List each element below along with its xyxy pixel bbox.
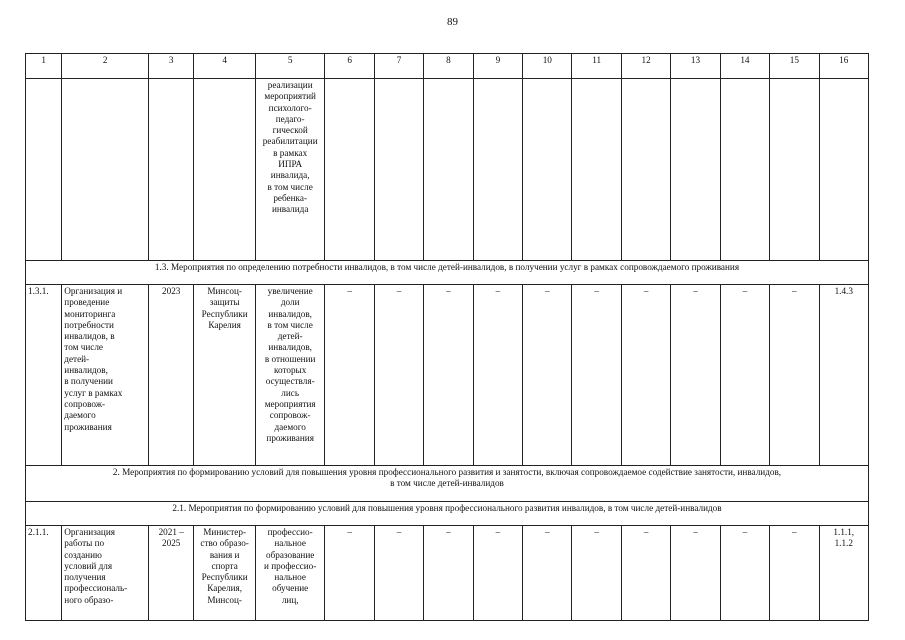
dash-cell: – bbox=[523, 526, 572, 621]
column-number: 8 bbox=[424, 54, 473, 79]
dash-cell: – bbox=[374, 285, 423, 466]
dash-cell: – bbox=[621, 526, 670, 621]
result-cell: профессио- нальное образование и профессио- нальное обучение лиц, bbox=[255, 526, 325, 621]
section-heading: 2.1. Мероприятия по формированию условий для повышения уровня профессионального развития инвалидов, в том числе детей-инвалидов bbox=[26, 502, 869, 526]
section-2-1-row bbox=[26, 502, 869, 526]
dash-cell: – bbox=[473, 285, 522, 466]
section-2-row bbox=[26, 466, 869, 502]
page-number: 89 bbox=[447, 16, 458, 28]
dash-cell: – bbox=[572, 285, 621, 466]
dash-cell: – bbox=[523, 285, 572, 466]
executor-cell: Министер- ство образо- вания и спорта Республики Карелия, Минсоц- bbox=[194, 526, 256, 621]
column-number: 3 bbox=[149, 54, 194, 79]
column-number-row bbox=[26, 54, 869, 79]
result-line: психолого- bbox=[268, 102, 312, 113]
dash-cell: – bbox=[325, 526, 374, 621]
column-number: 14 bbox=[720, 54, 769, 79]
column-number: 4 bbox=[194, 54, 256, 79]
table-row bbox=[26, 526, 869, 621]
dash-cell: – bbox=[325, 285, 374, 466]
result-line: ИПРА bbox=[278, 159, 303, 170]
section-heading: 2. Мероприятия по формированию условий для повышения уровня профессионального развития и занятости, включая сопровождаемое содействие занятости, инвалидов, в том числе детей-инвалидов bbox=[26, 466, 869, 502]
dash-cell: – bbox=[621, 285, 670, 466]
continuation-row bbox=[26, 79, 869, 261]
column-number: 2 bbox=[62, 54, 149, 79]
column-number: 9 bbox=[473, 54, 522, 79]
program-table bbox=[25, 53, 869, 621]
dash-cell: – bbox=[720, 526, 769, 621]
column-number: 5 bbox=[255, 54, 325, 79]
result-line: в рамках bbox=[273, 147, 308, 158]
column-number: 15 bbox=[770, 54, 819, 79]
result-cell bbox=[255, 79, 325, 261]
dash-cell: – bbox=[572, 526, 621, 621]
result-line: инвалида bbox=[271, 204, 309, 215]
dash-cell: – bbox=[671, 526, 720, 621]
table-row bbox=[26, 285, 869, 466]
result-line: мероприятий bbox=[264, 91, 316, 102]
dash-cell: – bbox=[424, 526, 473, 621]
result-line: инвалида, bbox=[270, 170, 310, 181]
activity-name: Организация работы по созданию условий для получения профессиональ- ного образо- bbox=[62, 526, 149, 621]
section-heading: 1.3. Мероприятия по определению потребности инвалидов, в том числе детей-инвалидов, в получении услуг в рамках сопровождаемого проживания bbox=[26, 261, 869, 285]
executor-cell: Минсоц- защиты Республики Карелия bbox=[194, 285, 256, 466]
result-line: педаго- bbox=[275, 113, 305, 124]
item-number: 1.3.1. bbox=[26, 285, 62, 466]
indicator-link-cell: 1.1.1, 1.1.2 bbox=[819, 526, 868, 621]
period-cell: 2021 – 2025 bbox=[149, 526, 194, 621]
column-number: 10 bbox=[523, 54, 572, 79]
result-cell: увеличение доли инвалидов, в том числе детей- инвалидов, в отношении которых осуществля- лись мероприятия сопровож- даемого проживания bbox=[255, 285, 325, 466]
result-line: в том числе bbox=[267, 181, 313, 192]
column-number: 13 bbox=[671, 54, 720, 79]
column-number: 6 bbox=[325, 54, 374, 79]
dash-cell: – bbox=[770, 526, 819, 621]
dash-cell: – bbox=[770, 285, 819, 466]
column-number: 7 bbox=[374, 54, 423, 79]
result-line: гической bbox=[272, 125, 308, 136]
dash-cell: – bbox=[720, 285, 769, 466]
item-number: 2.1.1. bbox=[26, 526, 62, 621]
indicator-link-cell: 1.4.3 bbox=[819, 285, 868, 466]
column-number: 1 bbox=[26, 54, 62, 79]
result-line: ребенка- bbox=[273, 192, 308, 203]
result-line: реализации bbox=[267, 80, 313, 90]
column-number: 16 bbox=[819, 54, 868, 79]
section-1-3-row bbox=[26, 261, 869, 285]
dash-cell: – bbox=[374, 526, 423, 621]
dash-cell: – bbox=[424, 285, 473, 466]
column-number: 12 bbox=[621, 54, 670, 79]
result-line: реабилитации bbox=[262, 136, 318, 147]
period-cell: 2023 bbox=[149, 285, 194, 466]
column-number: 11 bbox=[572, 54, 621, 79]
activity-name: Организация и проведение мониторинга потребности инвалидов, в том числе детей- инвалидов, в получении услуг в рамках сопровож- даемого проживания bbox=[62, 285, 149, 466]
dash-cell: – bbox=[473, 526, 522, 621]
dash-cell: – bbox=[671, 285, 720, 466]
